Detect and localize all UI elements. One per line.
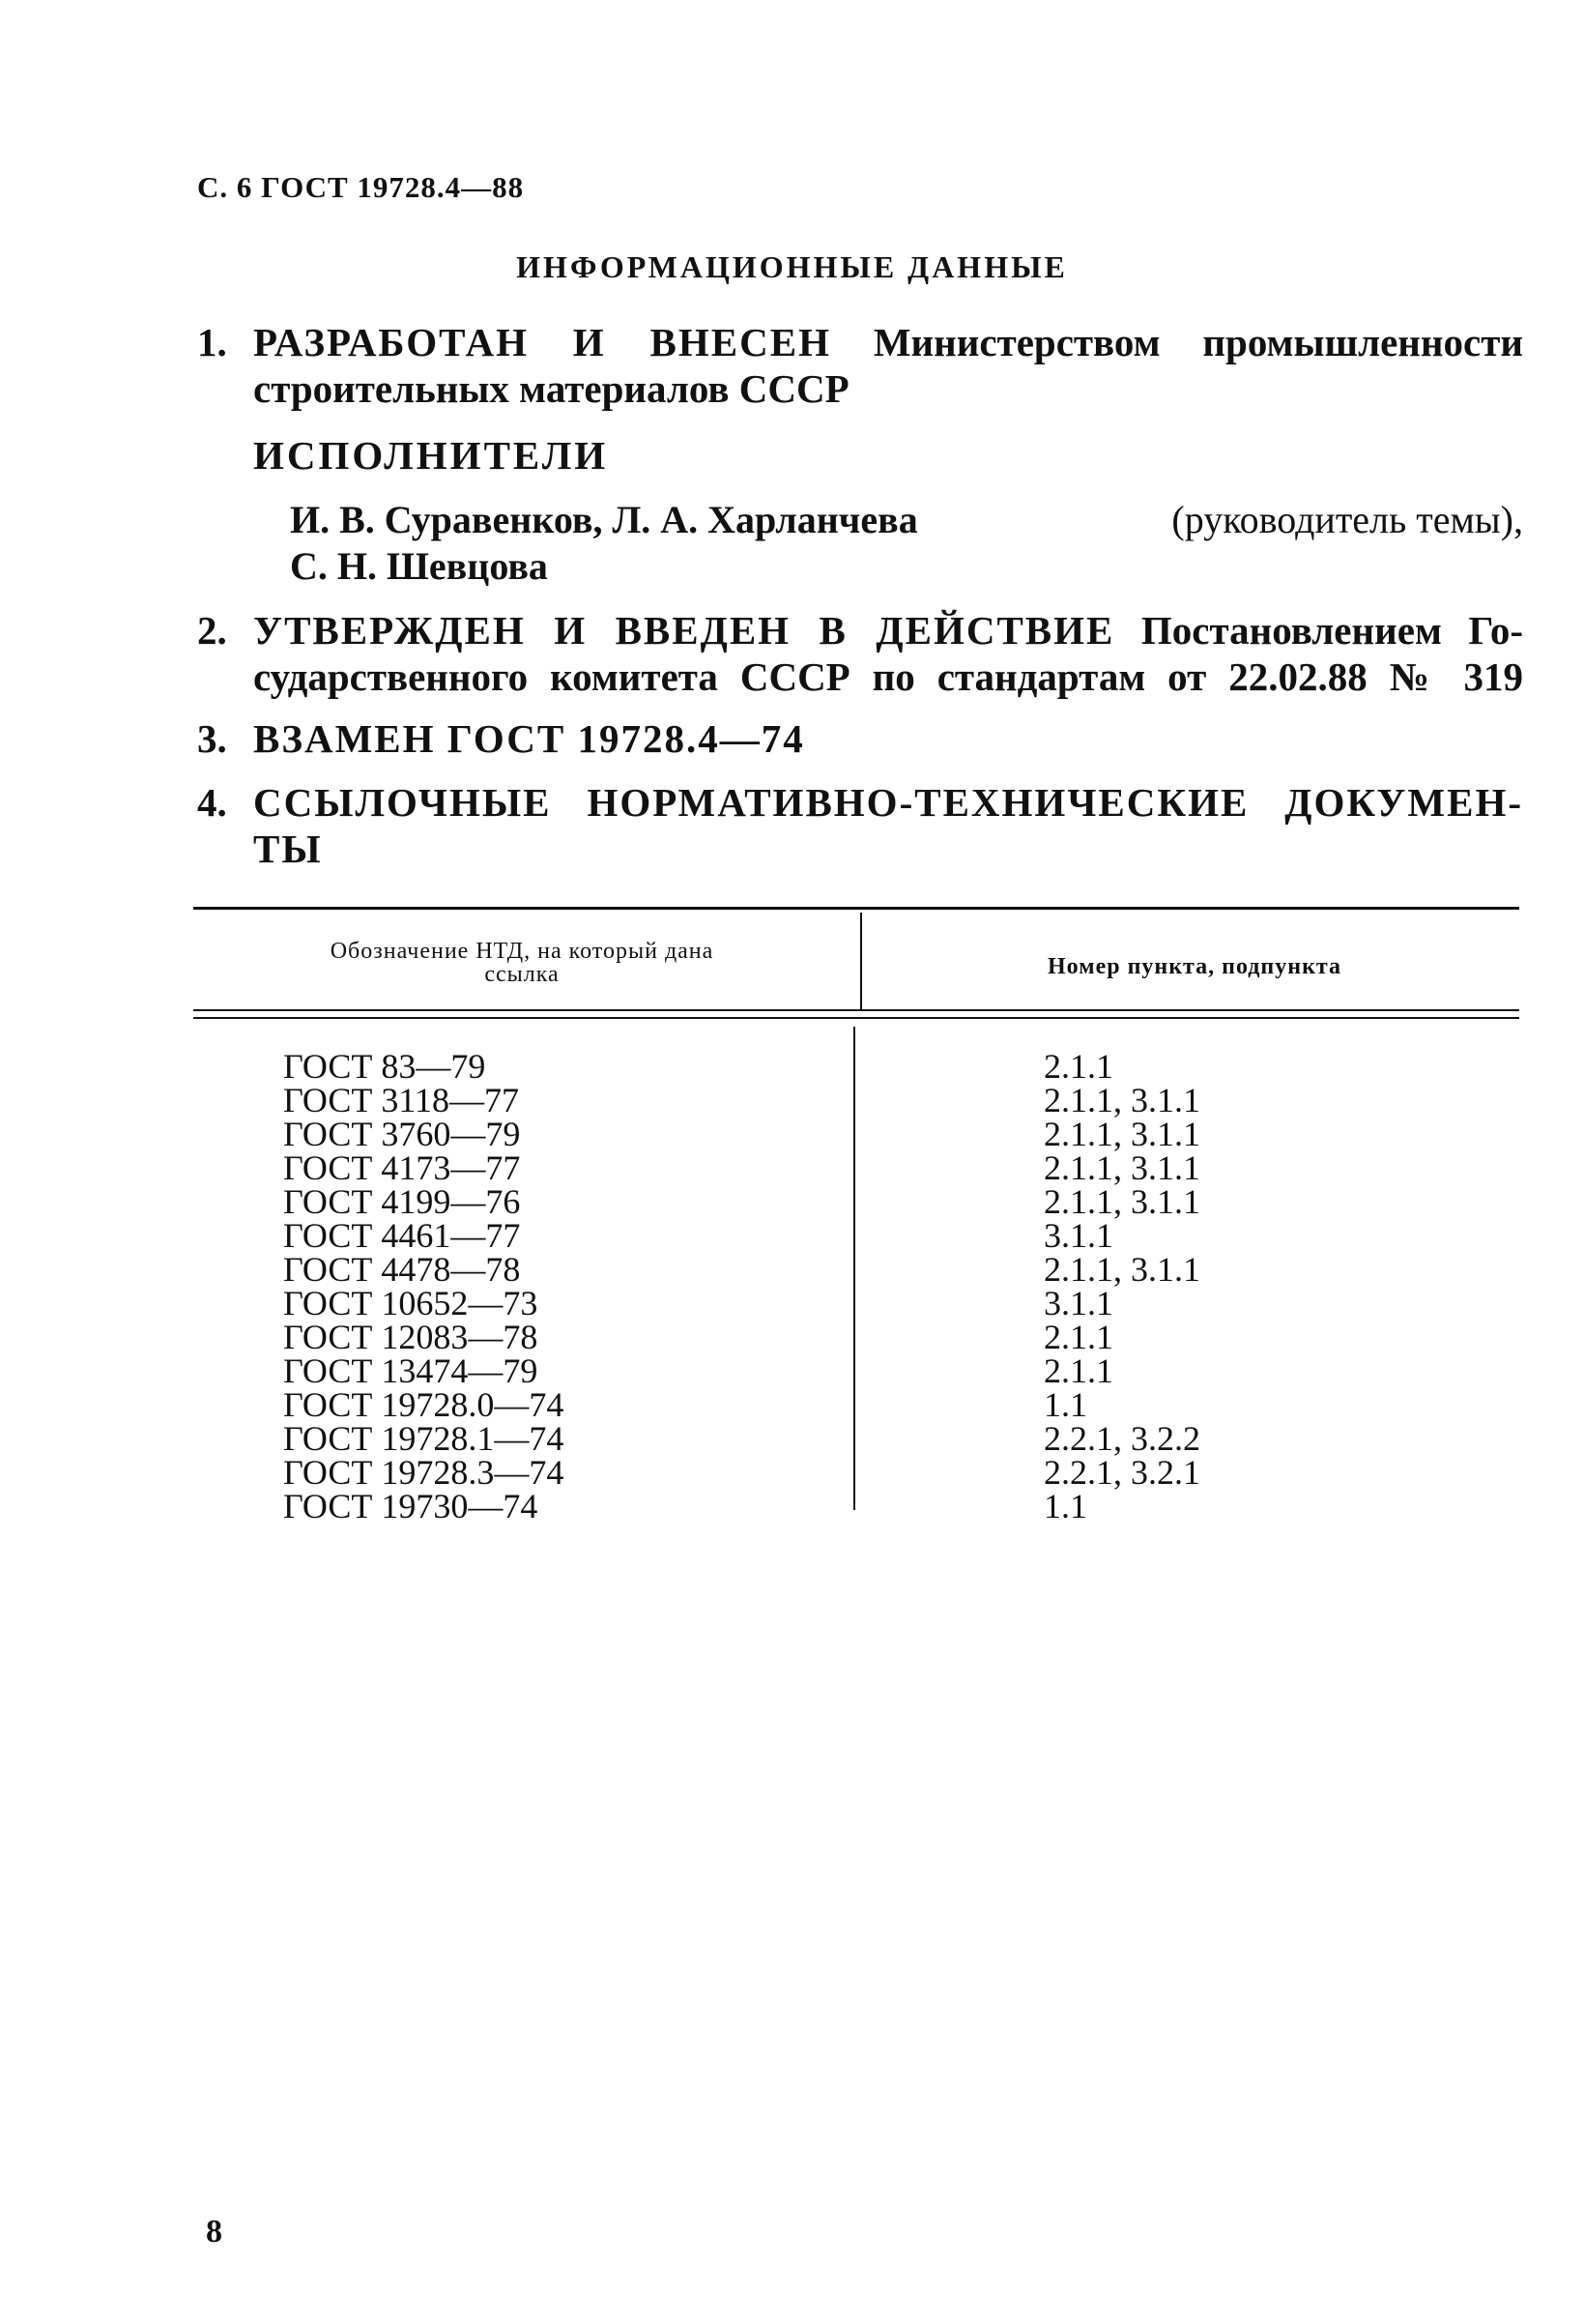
- table-row: [193, 1453, 1519, 1492]
- table-cell-item-number: 2.1.1, 3.1.1: [1044, 1250, 1200, 1289]
- section-3-number: 3.: [197, 716, 227, 761]
- table-header-rule-2: [193, 1017, 1519, 1019]
- table-cell-item-number: 2.1.1: [1044, 1047, 1113, 1086]
- table-cell-item-number: 2.2.1, 3.2.1: [1044, 1453, 1200, 1492]
- table-cell-ntd: ГОСТ 13474—79: [283, 1351, 538, 1390]
- table-row: [193, 1047, 1519, 1086]
- section-3: [197, 715, 1523, 762]
- page-header: С. 6 ГОСТ 19728.4—88: [197, 170, 525, 204]
- section-1-developer: Министерством промышленности: [873, 320, 1524, 364]
- table-header-ntd-line-2: ссылка: [484, 962, 560, 987]
- section-4-line-2: ТЫ: [253, 827, 323, 871]
- table-top-rule: [193, 907, 1519, 910]
- executors-line-1: [290, 497, 1523, 543]
- table-cell-ntd: ГОСТ 4199—76: [283, 1182, 521, 1221]
- table-row: [193, 1385, 1519, 1424]
- section-1: [197, 319, 1523, 412]
- document-info-title: ИНФОРМАЦИОННЫЕ ДАННЫЕ: [516, 249, 1068, 284]
- table-cell-item-number: 2.1.1, 3.1.1: [1044, 1081, 1200, 1119]
- table-cell-item-number: 3.1.1: [1044, 1216, 1113, 1255]
- table-cell-item-number: 2.2.1, 3.2.2: [1044, 1419, 1200, 1458]
- table-cell-ntd: ГОСТ 19728.1—74: [283, 1419, 564, 1458]
- table-cell-ntd: ГОСТ 4173—77: [283, 1148, 521, 1187]
- table-header-ntd: [242, 940, 802, 986]
- executors-heading: ИСПОЛНИТЕЛИ: [253, 433, 609, 478]
- table-cell-ntd: ГОСТ 19728.0—74: [283, 1385, 564, 1424]
- section-4: [197, 779, 1523, 872]
- table-cell-item-number: 3.1.1: [1044, 1284, 1113, 1322]
- section-1-line-2: строительных материалов СССР: [253, 366, 850, 411]
- table-cell-ntd: ГОСТ 4461—77: [283, 1216, 521, 1255]
- table-row: [193, 1148, 1519, 1187]
- table-row: [193, 1182, 1519, 1221]
- table-cell-ntd: ГОСТ 19730—74: [283, 1487, 538, 1525]
- table-row: [193, 1216, 1519, 1255]
- executors-role: (руководитель темы),: [1171, 498, 1523, 541]
- table-cell-ntd: ГОСТ 3118—77: [283, 1081, 520, 1119]
- section-3-text: ВЗАМЕН ГОСТ 19728.4—74: [253, 716, 805, 761]
- table-row: [193, 1487, 1519, 1525]
- section-4-number: 4.: [197, 780, 227, 825]
- section-4-line-1: ССЫЛОЧНЫЕ НОРМАТИВНО-ТЕХНИЧЕСКИЕ ДОКУМЕН-: [253, 780, 1523, 825]
- executors-line-2: С. Н. Шевцова: [290, 544, 548, 588]
- table-cell-ntd: ГОСТ 4478—78: [283, 1250, 521, 1289]
- section-2-number: 2.: [197, 608, 227, 653]
- section-2-line-2: сударственного комитета СССР по стандартам от 22.02.88 № 319: [253, 654, 1523, 699]
- table-cell-item-number: 2.1.1, 3.1.1: [1044, 1115, 1200, 1153]
- table-header-item-number: Номер пункта, подпункта: [1048, 954, 1341, 979]
- table-header-ntd-line-1: Обозначение НТД, на который дана: [330, 939, 714, 964]
- table-cell-ntd: ГОСТ 10652—73: [283, 1284, 538, 1322]
- table-row: [193, 1318, 1519, 1356]
- section-2-line-1: [253, 607, 1523, 654]
- section-1-heading: РАЗРАБОТАН И ВНЕСЕН: [253, 320, 831, 364]
- table-cell-item-number: 2.1.1, 3.1.1: [1044, 1148, 1200, 1187]
- reference-documents-table: [193, 907, 1519, 1583]
- section-1-number: 1.: [197, 320, 227, 364]
- table-cell-item-number: 2.1.1: [1044, 1318, 1113, 1356]
- table-row: [193, 1115, 1519, 1153]
- page-number: 8: [206, 2214, 222, 2250]
- executors-list: [290, 497, 1523, 590]
- table-cell-ntd: ГОСТ 3760—79: [283, 1115, 521, 1153]
- table-row: [193, 1351, 1519, 1390]
- table-cell-ntd: ГОСТ 83—79: [283, 1047, 486, 1086]
- section-2-resolution: Постановлением Го-: [1140, 608, 1524, 653]
- table-body: [193, 1047, 1519, 1525]
- table-row: [193, 1284, 1519, 1322]
- table-cell-item-number: 2.1.1, 3.1.1: [1044, 1182, 1200, 1221]
- section-2: [197, 607, 1523, 700]
- table-cell-item-number: 1.1: [1044, 1487, 1087, 1525]
- executors-names: И. В. Суравенков, Л. А. Харланчева: [290, 498, 918, 541]
- table-cell-ntd: ГОСТ 12083—78: [283, 1318, 538, 1356]
- table-cell-item-number: 2.1.1: [1044, 1351, 1113, 1390]
- table-header-column-divider: [860, 913, 862, 1009]
- table-row: [193, 1081, 1519, 1119]
- table-cell-ntd: ГОСТ 19728.3—74: [283, 1453, 564, 1492]
- table-row: [193, 1419, 1519, 1458]
- table-header-rule-1: [193, 1009, 1519, 1011]
- table-row: [193, 1250, 1519, 1289]
- section-2-heading: УТВЕРЖДЕН И ВВЕДЕН В ДЕЙСТВИЕ: [253, 608, 1115, 653]
- section-1-line-1: [253, 319, 1523, 365]
- table-cell-item-number: 1.1: [1044, 1385, 1087, 1424]
